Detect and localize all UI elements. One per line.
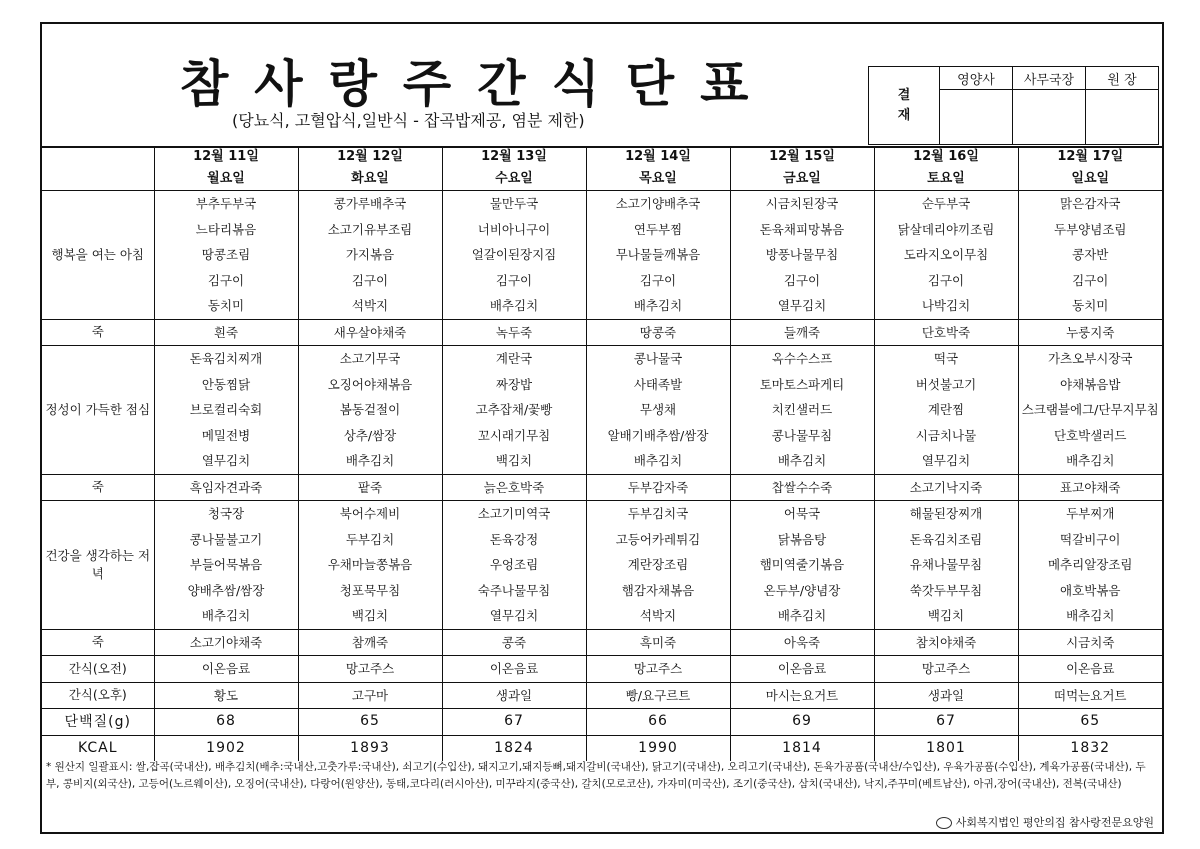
menu-item: 계란장조림 (586, 552, 730, 578)
menu-item: 우채마늘쫑볶음 (298, 552, 442, 578)
menu-item: 생과일 (442, 682, 586, 709)
menu-row (42, 474, 1162, 501)
menu-item: 봄동겉절이 (298, 397, 442, 423)
menu-item: 팥죽 (298, 474, 442, 501)
menu-item: 마시는요거트 (730, 682, 874, 709)
menu-item: 이온음료 (154, 656, 298, 683)
menu-item: 두부찌개 (1018, 501, 1162, 527)
facility-signature: 사회복지법인 평안의집 참사랑전문요양원 (936, 814, 1154, 830)
menu-item: 망고주스 (586, 656, 730, 683)
signature-box (1086, 90, 1159, 145)
meal-label: 간식(오전) (42, 656, 154, 683)
menu-item: 김구이 (586, 268, 730, 294)
nutrition-value: 1893 (298, 735, 442, 761)
nutrition-value: 68 (154, 709, 298, 736)
menu-item: 참깨죽 (298, 629, 442, 656)
nutrition-value: 67 (874, 709, 1018, 736)
origin-footnote: * 원산지 일괄표시: 쌀,잡곡(국내산), 배추김치(배추:국내산,고춧가루:국내산), 쇠고기(수입산), 돼지고기,돼지등뼈,돼지갈비(국내산), 닭고기(국내산), 오리고기(국내산), 돈육가공품(국내산/수입산), 우육가공품(수입산), 계육가공품(국내산), 두부, 콩비지(외국산), 고등어(노르웨이산), 오징어(국내산), 다랑어(원양산), 동태,코다리(러시아산), 미꾸라지(중국산), 갈치(모로코산), 가자미(미국산), 조기(중국산), 삼치(국내산), 낙지,주꾸미(베트남산), 아귀,장어(국내산), 전복(국내산) (46, 761, 1146, 790)
menu-item: 돈육채피망볶음 (730, 217, 874, 243)
menu-item: 망고주스 (874, 656, 1018, 683)
menu-item: 황도 (154, 682, 298, 709)
menu-item: 백김치 (298, 603, 442, 629)
menu-item: 두부감자죽 (586, 474, 730, 501)
menu-item: 무나물들깨볶음 (586, 242, 730, 268)
menu-item: 단호박샐러드 (1018, 423, 1162, 449)
menu-item: 찹쌀수수죽 (730, 474, 874, 501)
menu-item: 표고야채죽 (1018, 474, 1162, 501)
menu-item: 토마토스파게티 (730, 372, 874, 398)
menu-item: 안동찜닭 (154, 372, 298, 398)
menu-item: 양배추쌈/쌈장 (154, 578, 298, 604)
menu-item: 떡갈비구이 (1018, 527, 1162, 553)
menu-item: 계란국 (442, 346, 586, 372)
menu-item: 버섯불고기 (874, 372, 1018, 398)
menu-item: 배추김치 (154, 603, 298, 629)
menu-item: 이온음료 (730, 656, 874, 683)
weekly-menu-table (42, 146, 1162, 761)
menu-item: 물만두국 (442, 191, 586, 217)
menu-item: 도라지오이무침 (874, 242, 1018, 268)
menu-item: 배추김치 (730, 603, 874, 629)
nutrition-value: 67 (442, 709, 586, 736)
approval-box (868, 66, 1159, 145)
nutrition-value: 1832 (1018, 735, 1162, 761)
menu-row (42, 268, 1162, 294)
day-date: 12월 15일 (730, 146, 874, 168)
menu-item: 배추김치 (1018, 603, 1162, 629)
menu-item: 우엉조림 (442, 552, 586, 578)
menu-item: 부추두부국 (154, 191, 298, 217)
menu-item: 상추/쌈장 (298, 423, 442, 449)
menu-item: 닭볶음탕 (730, 527, 874, 553)
menu-item: 배추김치 (298, 448, 442, 474)
menu-row (42, 603, 1162, 629)
menu-item: 녹두죽 (442, 319, 586, 346)
menu-item: 두부김치 (298, 527, 442, 553)
menu-item: 열무김치 (442, 603, 586, 629)
menu-item: 브로컬리숙회 (154, 397, 298, 423)
day-date: 12월 14일 (586, 146, 730, 168)
menu-row (42, 552, 1162, 578)
meal-label: 죽 (42, 629, 154, 656)
menu-item: 사태족발 (586, 372, 730, 398)
menu-item: 야채볶음밥 (1018, 372, 1162, 398)
menu-item: 고등어카레튀김 (586, 527, 730, 553)
menu-item: 이온음료 (442, 656, 586, 683)
day-weekday: 수요일 (442, 168, 586, 191)
menu-item: 석박지 (586, 603, 730, 629)
menu-item: 소고기무국 (298, 346, 442, 372)
menu-item: 김구이 (1018, 268, 1162, 294)
day-date: 12월 12일 (298, 146, 442, 168)
menu-row (42, 346, 1162, 372)
meal-label: 행복을 여는 아침 (42, 191, 154, 320)
menu-item: 시금치나물 (874, 423, 1018, 449)
approval-role-director: 원 장 (1086, 67, 1159, 90)
nutrition-value: 65 (298, 709, 442, 736)
page-title: 참사랑주간식단표 (180, 55, 775, 113)
menu-item: 새우살야채죽 (298, 319, 442, 346)
menu-item: 생과일 (874, 682, 1018, 709)
approval-role-manager: 사무국장 (1013, 67, 1086, 90)
menu-item: 치킨샐러드 (730, 397, 874, 423)
menu-row (42, 629, 1162, 656)
menu-item: 두부양념조림 (1018, 217, 1162, 243)
meal-label: 정성이 가득한 점심 (42, 346, 154, 475)
nutrition-value: 1902 (154, 735, 298, 761)
menu-item: 콩나물무침 (730, 423, 874, 449)
menu-item: 배추김치 (730, 448, 874, 474)
menu-item: 청국장 (154, 501, 298, 527)
menu-item: 들깨죽 (730, 319, 874, 346)
menu-item: 김구이 (730, 268, 874, 294)
menu-item: 소고기낙지죽 (874, 474, 1018, 501)
menu-item: 소고기양배추국 (586, 191, 730, 217)
menu-item: 김구이 (298, 268, 442, 294)
menu-item: 열무김치 (730, 293, 874, 319)
menu-row (42, 191, 1162, 217)
nutrition-value: 65 (1018, 709, 1162, 736)
day-weekday: 토요일 (874, 168, 1018, 191)
meal-label: 단백질(g) (42, 709, 154, 736)
approval-label: 결 재 (869, 67, 940, 145)
menu-item: 돈육김치찌개 (154, 346, 298, 372)
menu-row (42, 293, 1162, 319)
day-weekday: 목요일 (586, 168, 730, 191)
meal-label: 죽 (42, 474, 154, 501)
meal-label: 간식(오후) (42, 682, 154, 709)
corner-cell (42, 146, 154, 191)
nutrition-value: 69 (730, 709, 874, 736)
menu-item: 콩자반 (1018, 242, 1162, 268)
menu-item: 흑임자견과죽 (154, 474, 298, 501)
menu-item: 콩나물불고기 (154, 527, 298, 553)
menu-row (42, 501, 1162, 527)
menu-row (42, 397, 1162, 423)
day-weekday: 일요일 (1018, 168, 1162, 191)
menu-item: 연두부찜 (586, 217, 730, 243)
nutrition-value: 1814 (730, 735, 874, 761)
menu-item: 시금치된장국 (730, 191, 874, 217)
menu-item: 짜장밥 (442, 372, 586, 398)
menu-item: 알배기배추쌈/쌈장 (586, 423, 730, 449)
menu-item: 스크램블에그/단무지무침 (1018, 397, 1162, 423)
menu-row (42, 242, 1162, 268)
menu-item: 애호박볶음 (1018, 578, 1162, 604)
meal-label: 죽 (42, 319, 154, 346)
menu-item: 소고기유부조림 (298, 217, 442, 243)
menu-item: 소고기야채죽 (154, 629, 298, 656)
menu-row (42, 656, 1162, 683)
day-weekday: 월요일 (154, 168, 298, 191)
meal-label: 건강을 생각하는 저녁 (42, 501, 154, 630)
menu-row (42, 682, 1162, 709)
menu-item: 부들어묵볶음 (154, 552, 298, 578)
menu-item: 햄미역줄기볶음 (730, 552, 874, 578)
menu-item: 닭살데리야끼조림 (874, 217, 1018, 243)
menu-row (42, 527, 1162, 553)
menu-item: 청포묵무침 (298, 578, 442, 604)
day-date: 12월 13일 (442, 146, 586, 168)
day-header-row (42, 146, 1162, 168)
menu-item: 석박지 (298, 293, 442, 319)
menu-item: 두부김치국 (586, 501, 730, 527)
nutrition-value: 66 (586, 709, 730, 736)
menu-item: 열무김치 (874, 448, 1018, 474)
menu-item: 소고기미역국 (442, 501, 586, 527)
menu-row (42, 735, 1162, 761)
menu-item: 어묵국 (730, 501, 874, 527)
nutrition-value: 1990 (586, 735, 730, 761)
menu-item: 땅콩죽 (586, 319, 730, 346)
menu-item: 순두부국 (874, 191, 1018, 217)
signature-box (940, 90, 1013, 145)
menu-item: 너비아니구이 (442, 217, 586, 243)
menu-item: 단호박죽 (874, 319, 1018, 346)
menu-item: 시금치죽 (1018, 629, 1162, 656)
menu-item: 흰죽 (154, 319, 298, 346)
menu-item: 흑미죽 (586, 629, 730, 656)
nutrition-value: 1801 (874, 735, 1018, 761)
menu-item: 백김치 (442, 448, 586, 474)
menu-item: 돈육김치조림 (874, 527, 1018, 553)
menu-item: 나박김치 (874, 293, 1018, 319)
menu-item: 메밀전병 (154, 423, 298, 449)
menu-item: 쑥갓두부무침 (874, 578, 1018, 604)
menu-item: 떡국 (874, 346, 1018, 372)
menu-item: 땅콩조림 (154, 242, 298, 268)
header (42, 24, 1162, 148)
day-date: 12월 11일 (154, 146, 298, 168)
menu-item: 고구마 (298, 682, 442, 709)
menu-item: 배추김치 (586, 448, 730, 474)
menu-item: 느타리볶음 (154, 217, 298, 243)
menu-item: 누룽지죽 (1018, 319, 1162, 346)
menu-item: 계란찜 (874, 397, 1018, 423)
menu-row (42, 578, 1162, 604)
menu-item: 얼갈이된장지짐 (442, 242, 586, 268)
meal-label: KCAL (42, 735, 154, 761)
menu-item: 참치야채죽 (874, 629, 1018, 656)
page-subtitle: (당뇨식, 고혈압식,일반식 - 잡곡밥제공, 염분 제한) (232, 111, 585, 130)
day-date: 12월 17일 (1018, 146, 1162, 168)
menu-item: 북어수제비 (298, 501, 442, 527)
menu-item: 동치미 (154, 293, 298, 319)
menu-row (42, 448, 1162, 474)
menu-item: 열무김치 (154, 448, 298, 474)
menu-item: 옥수수스프 (730, 346, 874, 372)
menu-item: 콩죽 (442, 629, 586, 656)
menu-item: 아욱죽 (730, 629, 874, 656)
menu-item: 떠먹는요거트 (1018, 682, 1162, 709)
signature-box (1013, 90, 1086, 145)
menu-row (42, 709, 1162, 736)
menu-item: 콩가루배추국 (298, 191, 442, 217)
facility-logo-icon (936, 817, 952, 829)
menu-item: 이온음료 (1018, 656, 1162, 683)
menu-row (42, 372, 1162, 398)
menu-item: 망고주스 (298, 656, 442, 683)
day-date: 12월 16일 (874, 146, 1018, 168)
menu-item: 가츠오부시장국 (1018, 346, 1162, 372)
day-header-row (42, 168, 1162, 191)
nutrition-value: 1824 (442, 735, 586, 761)
menu-item: 동치미 (1018, 293, 1162, 319)
menu-item: 배추김치 (586, 293, 730, 319)
menu-item: 고추잡채/꽃빵 (442, 397, 586, 423)
menu-item: 무생채 (586, 397, 730, 423)
menu-item: 돈육강정 (442, 527, 586, 553)
menu-item: 김구이 (154, 268, 298, 294)
menu-row (42, 319, 1162, 346)
menu-item: 오징어야채볶음 (298, 372, 442, 398)
menu-item: 메추리알장조림 (1018, 552, 1162, 578)
menu-sheet (40, 22, 1164, 834)
menu-item: 김구이 (874, 268, 1018, 294)
menu-item: 빵/요구르트 (586, 682, 730, 709)
menu-item: 방풍나물무침 (730, 242, 874, 268)
menu-item: 가지볶음 (298, 242, 442, 268)
menu-item: 콩나물국 (586, 346, 730, 372)
menu-item: 유채나물무침 (874, 552, 1018, 578)
menu-item: 맑은감자국 (1018, 191, 1162, 217)
day-weekday: 금요일 (730, 168, 874, 191)
menu-row (42, 423, 1162, 449)
approval-role-dietitian: 영양사 (940, 67, 1013, 90)
menu-item: 백김치 (874, 603, 1018, 629)
menu-row (42, 217, 1162, 243)
menu-item: 배추김치 (442, 293, 586, 319)
menu-item: 배추김치 (1018, 448, 1162, 474)
menu-item: 햄감자채볶음 (586, 578, 730, 604)
menu-item: 온두부/양념장 (730, 578, 874, 604)
menu-item: 꼬시래기무침 (442, 423, 586, 449)
menu-item: 해물된장찌개 (874, 501, 1018, 527)
menu-item: 김구이 (442, 268, 586, 294)
menu-item: 늙은호박죽 (442, 474, 586, 501)
menu-item: 숙주나물무침 (442, 578, 586, 604)
day-weekday: 화요일 (298, 168, 442, 191)
